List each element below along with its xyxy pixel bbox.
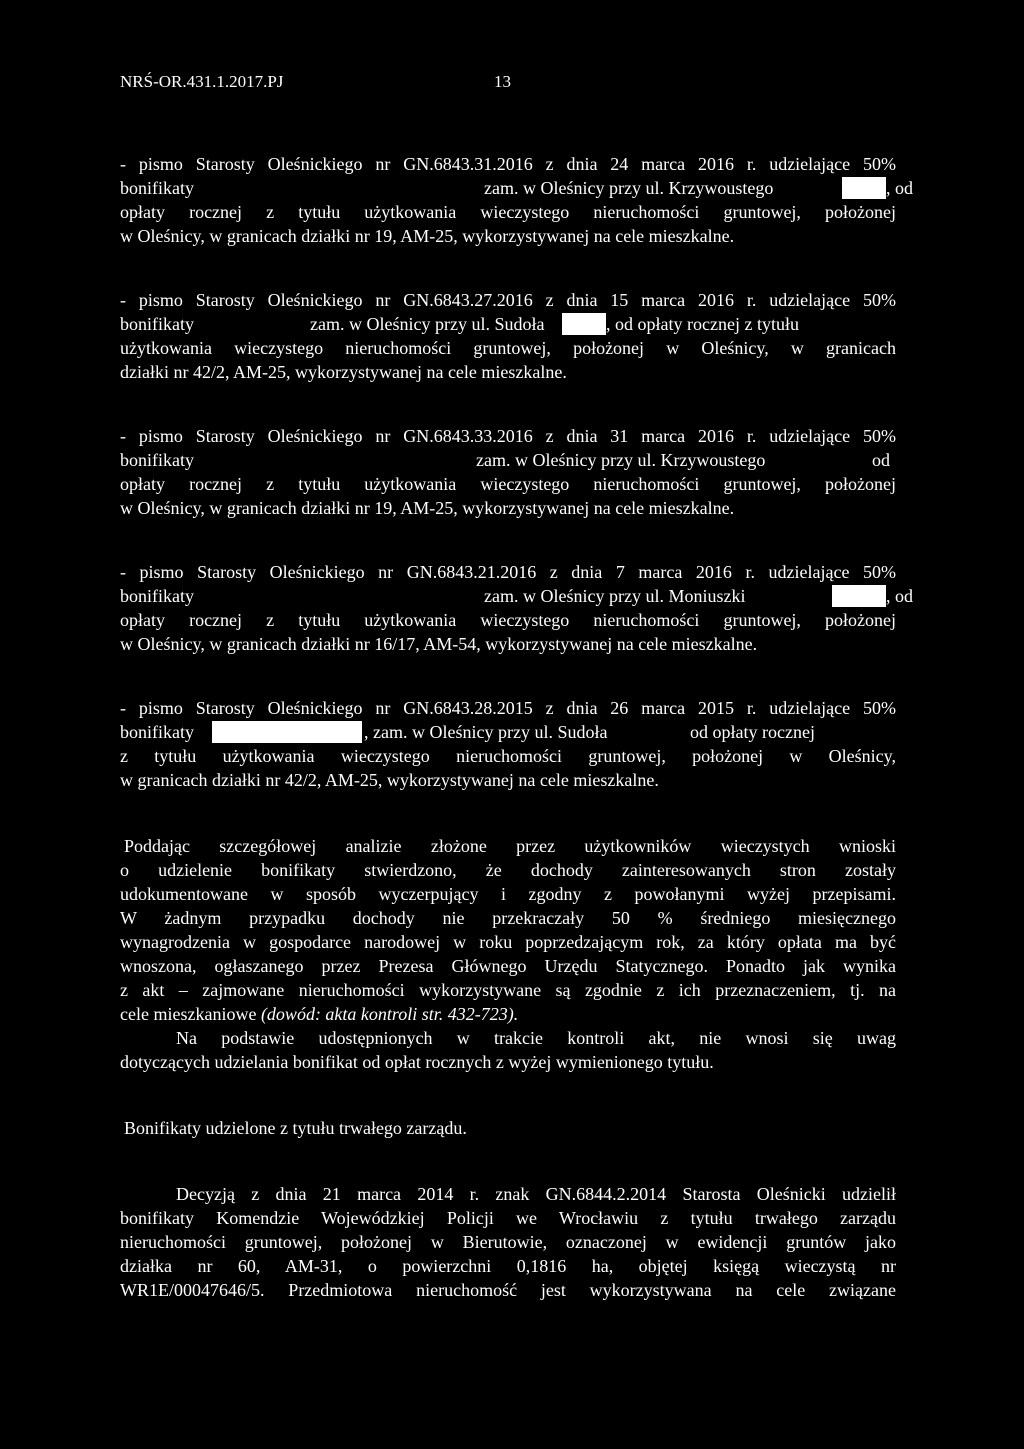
text-line: w Oleśnicy, w granicach działki nr 19, AM-25, wykorzystywanej na cele mieszkalne. xyxy=(120,226,735,246)
text-line: bonifikaty zam. w Oleśnicy przy ul. Sudoła , od opłaty rocznej z tytułu xyxy=(120,314,799,334)
text-line: udokumentowane w sposób wyczerpujący i zgodny z powołanymi wyżej przepisami. xyxy=(120,884,896,904)
text-line: - pismo Starosty Oleśnickiego nr GN.6843.21.2016 z dnia 7 marca 2016 r. udzielające 50% xyxy=(120,562,896,582)
text-line: - pismo Starosty Oleśnickiego nr GN.6843.33.2016 z dnia 31 marca 2016 r. udzielające 50% xyxy=(120,426,896,446)
text-line: w Oleśnicy, w granicach działki nr 19, AM-25, wykorzystywanej na cele mieszkalne. xyxy=(120,498,735,518)
text-line: wnoszona, ogłaszanego przez Prezesa Głównego Urzędu Statycznego. Ponadto jak wynika xyxy=(120,956,896,976)
text-line: bonifikaty zam. w Oleśnicy przy ul. Krzywoustego , od xyxy=(120,178,913,198)
text-line: Decyzją z dnia 21 marca 2014 r. znak GN.6844.2.2014 Starosta Oleśnicki udzielił xyxy=(176,1184,896,1204)
text-line: działki nr 42/2, AM-25, wykorzystywanej na cele mieszkalne. xyxy=(120,362,567,382)
text-line: - pismo Starosty Oleśnickiego nr GN.6843.31.2016 z dnia 24 marca 2016 r. udzielające 50% xyxy=(120,154,896,174)
text-line: cele mieszkaniowe (dowód: akta kontroli str. 432-723). xyxy=(120,1004,519,1024)
text-line: - pismo Starosty Oleśnickiego nr GN.6843.27.2016 z dnia 15 marca 2016 r. udzielające 50% xyxy=(120,290,896,310)
text-line: o udzielenie bonifikaty stwierdzono, że dochody zainteresowanych stron zostały xyxy=(120,860,896,880)
text-line: w Oleśnicy, w granicach działki nr 16/17, AM-54, wykorzystywanej na cele mieszkalne. xyxy=(120,634,758,654)
page-number: 13 xyxy=(494,72,511,91)
redaction-box xyxy=(212,721,362,743)
redaction-box xyxy=(562,313,606,335)
text-line: bonifikaty , zam. w Oleśnicy przy ul. Sudoła od opłaty rocznej xyxy=(120,722,815,742)
document-reference: NRŚ-OR.431.1.2017.PJ xyxy=(120,72,284,91)
text-line: - pismo Starosty Oleśnickiego nr GN.6843.28.2015 z dnia 26 marca 2015 r. udzielające 50% xyxy=(120,698,896,718)
text-line: wynagrodzenia w gospodarce narodowej w roku poprzedzającym rok, za który opłata ma być xyxy=(120,932,896,952)
text-line: bonifikaty zam. w Oleśnicy przy ul. Krzywoustego od xyxy=(120,450,890,470)
text-line: opłaty rocznej z tytułu użytkowania wieczystego nieruchomości gruntowej, położonej xyxy=(120,474,896,494)
text-line: WR1E/00047646/5. Przedmiotowa nieruchomość jest wykorzystywana na cele związane xyxy=(120,1280,896,1300)
text-line: opłaty rocznej z tytułu użytkowania wieczystego nieruchomości gruntowej, położonej xyxy=(120,202,896,222)
redaction-box xyxy=(832,585,886,607)
text-line: dotyczących udzielania bonifikat od opłat rocznych z wyżej wymienionego tytułu. xyxy=(120,1052,714,1072)
text-line: Poddając szczegółowej analizie złożone przez użytkowników wieczystych wnioski xyxy=(124,836,896,856)
text-line: w granicach działki nr 42/2, AM-25, wykorzystywanej na cele mieszkalne. xyxy=(120,770,659,790)
text-line: z tytułu użytkowania wieczystego nieruchomości gruntowej, położonej w Oleśnicy, xyxy=(120,746,896,766)
evidence-reference: (dowód: akta kontroli str. 432-723). xyxy=(260,1004,519,1024)
page-header xyxy=(120,72,520,96)
text-line: Na podstawie udostępnionych w trakcie kontroli akt, nie wnosi się uwag xyxy=(176,1028,896,1048)
text-line: bonifikaty Komendzie Wojewódzkiej Policji we Wrocławiu z tytułu trwałego zarządu xyxy=(120,1208,896,1228)
text-line: nieruchomości gruntowej, położonej w Bierutowie, oznaczonej w ewidencji gruntów jako xyxy=(120,1232,896,1252)
text-line: opłaty rocznej z tytułu użytkowania wieczystego nieruchomości gruntowej, położonej xyxy=(120,610,896,630)
text-line: z akt – zajmowane nieruchomości wykorzystywane są zgodnie z ich przeznaczeniem, tj. na xyxy=(120,980,896,1000)
text-line: bonifikaty zam. w Oleśnicy przy ul. Moniuszki , od xyxy=(120,586,913,606)
redaction-box xyxy=(842,177,886,199)
text-line: użytkowania wieczystego nieruchomości gruntowej, położonej w Oleśnicy, w granicach xyxy=(120,338,896,358)
section-heading: Bonifikaty udzielone z tytułu trwałego zarządu. xyxy=(124,1118,467,1138)
text-line: działka nr 60, AM-31, o powierzchni 0,1816 ha, objętej księgą wieczystą nr xyxy=(120,1256,896,1276)
text-line: W żadnym przypadku dochody nie przekraczały 50 % średniego miesięcznego xyxy=(120,908,896,928)
